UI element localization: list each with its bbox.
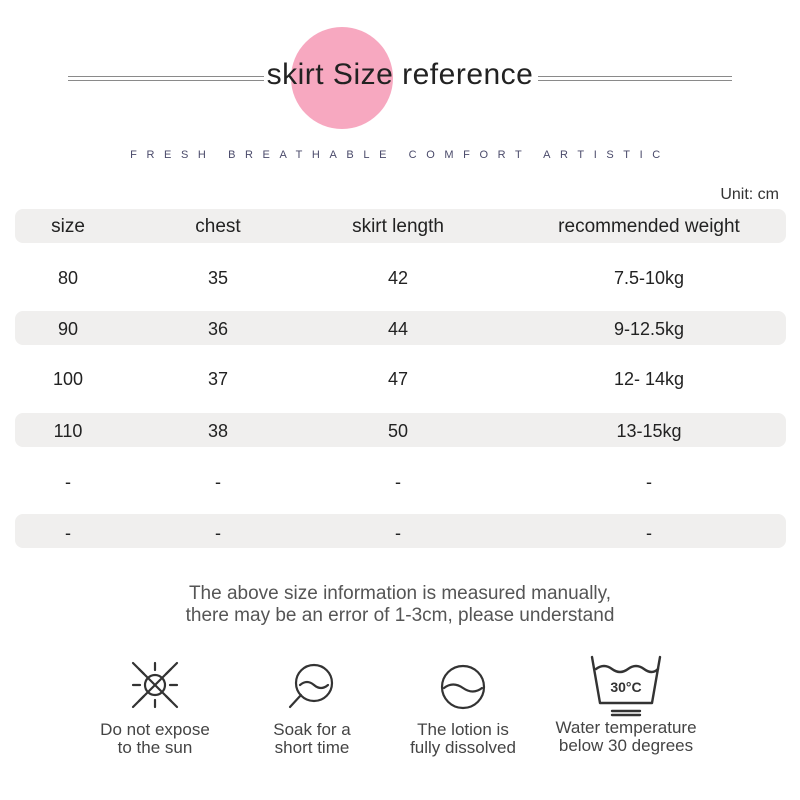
column-header-skirt-length: skirt length [352,216,444,237]
no-sun-icon [125,655,185,715]
care-label-wash-30: Water temperature below 30 degrees [555,718,697,755]
cell-size: 110 [53,421,83,441]
cell-weight: - [646,523,652,543]
page-title: skirt Size reference [266,58,534,91]
cell-chest: - [215,523,221,543]
table-row [0,516,800,550]
cell-size: - [65,472,71,492]
cell-skirt-length: 47 [387,369,409,389]
cell-chest: 36 [207,319,229,339]
cell-chest: 37 [207,369,229,389]
care-label-soak: Soak for a short time [273,720,351,757]
wash-30-icon [586,655,666,717]
cell-skirt-length: - [395,472,401,492]
table-row [0,414,800,448]
cell-weight: 12- 14kg [613,369,685,389]
care-item-soak [237,655,387,757]
care-item-wash-30 [551,655,701,755]
table-header [0,210,800,244]
table-row [0,261,800,295]
care-item-lotion [388,655,538,757]
wash-temperature-text: 30°C [610,679,642,695]
cell-chest: 38 [207,421,229,441]
cell-weight: 9-12.5kg [613,319,685,339]
cell-skirt-length: 50 [387,421,409,441]
note-line-1: The above size information is measured manually, [188,583,612,604]
care-item-no-sun [80,655,230,757]
table-row [0,312,800,346]
cell-weight: - [646,472,652,492]
column-header-weight: recommended weight [558,216,740,237]
lotion-icon [433,655,493,715]
cell-size: - [65,523,71,543]
page-subtitle: FRESH BREATHABLE COMFORT ARTISTIC [130,149,670,161]
cell-skirt-length: 44 [387,319,409,339]
table-row [0,362,800,396]
column-header-size: size [51,216,85,237]
note-line-2: there may be an error of 1-3cm, please understand [185,605,615,626]
cell-skirt-length: 42 [387,268,409,288]
care-label-lotion: The lotion is fully dissolved [410,720,516,757]
measurement-note [0,583,800,627]
unit-label: Unit: cm [720,186,779,203]
column-header-chest: chest [195,216,241,237]
table-row [0,465,800,499]
cell-weight: 13-15kg [616,421,682,441]
cell-size: 80 [57,268,79,288]
cell-chest: 35 [207,268,229,288]
soak-icon [282,655,342,715]
cell-size: 100 [52,369,84,389]
cell-size: 90 [57,319,79,339]
care-label-no-sun: Do not expose to the sun [100,720,210,757]
cell-skirt-length: - [395,523,401,543]
cell-chest: - [215,472,221,492]
cell-weight: 7.5-10kg [613,268,685,288]
